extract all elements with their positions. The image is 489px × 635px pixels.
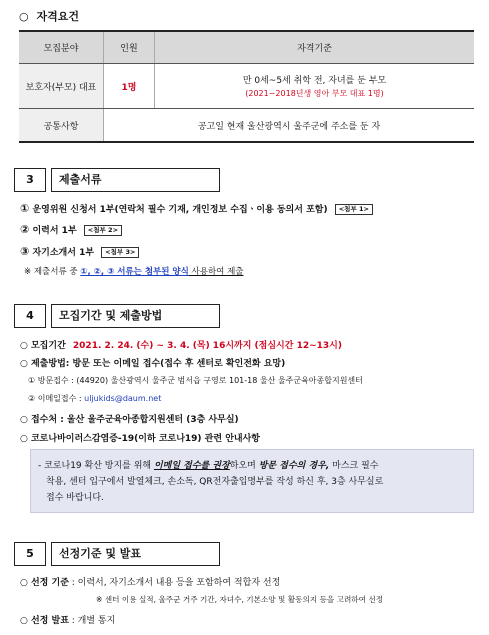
row-field: 보호자(부모) 대표 [19, 64, 104, 109]
row-criteria: 공고일 현재 울산광역시 울주군에 주소를 둔 자 [104, 109, 475, 143]
email-row [28, 393, 161, 404]
qual-title: 자격요건 [36, 10, 79, 23]
period-value: 2021. 2. 24. (수) ~ 3. 4. (목) 16시까지 (점심시간 12~13시) [72, 341, 342, 351]
note-suffix: 사용하여 제출 [188, 267, 244, 277]
criteria-value: : 이력서, 자기소개서 내용 등을 포함하여 적합자 선정 [68, 578, 281, 588]
covid-row: ○ 코로나바이러스감염증-19(이하 코로나19) 관련 안내사항 [20, 434, 260, 444]
table-row [19, 64, 474, 109]
row-field: 공통사항 [19, 109, 104, 143]
header-criteria: 자격기준 [155, 31, 475, 64]
marker: ③ [20, 245, 30, 258]
email-link[interactable]: uljukids@daum.net [84, 394, 162, 403]
section3-number: 3 [14, 168, 46, 192]
qualification-table [19, 30, 474, 143]
announce-value: : 개별 통지 [68, 616, 116, 626]
section4-title: 모집기간 및 제출방법 [51, 304, 220, 328]
circle-bullet-icon: ○ [19, 10, 29, 23]
notice-text: - 코로나19 확산 방지를 위해 [38, 461, 154, 471]
notice-line2: 착용, 센터 입구에서 발열체크, 손소독, QR전자출입명부를 작성 하신 후, 3층 사무실로 [46, 477, 384, 487]
section3-title: 제출서류 [51, 168, 220, 192]
header-field: 모집분야 [19, 31, 104, 64]
email-label: ② 이메일접수 : [28, 394, 85, 403]
attachment-tag: <첨부 1> [335, 204, 373, 215]
item-text: 이력서 1부 [32, 226, 77, 236]
section5-title: 선정기준 및 발표 [51, 542, 220, 566]
announce-label: ○ 선정 발표 [20, 616, 69, 626]
list-item [20, 223, 122, 236]
criteria-row [20, 575, 280, 588]
row-criteria [155, 64, 475, 109]
period-label: ○ 모집기간 [20, 341, 66, 351]
notice-text: 하오며 [229, 461, 259, 471]
notice-emphasis: 이메일 접수를 권장 [153, 461, 230, 471]
criteria-line1: 만 0세~5세 취학 전, 자녀를 둔 부모 [242, 76, 387, 86]
notice-emphasis: 방문 접수의 경우, [258, 461, 330, 471]
announce-row [20, 613, 115, 626]
marker: ① [20, 202, 30, 215]
notice-text: 마스크 필수 [329, 461, 379, 471]
list-item [20, 202, 373, 215]
criteria-label: ○ 선정 기준 [20, 578, 69, 588]
qual-heading [19, 8, 79, 24]
section5-number: 5 [14, 542, 46, 566]
header-count: 인원 [104, 31, 155, 64]
office-row: ○ 접수처 : 울산 울주군육아종합지원센터 (3층 사무실) [20, 415, 239, 425]
table-header-row [19, 31, 474, 64]
attachment-tag: <첨부 3> [101, 247, 139, 258]
section3-note [24, 265, 244, 277]
note-prefix: ※ 제출서류 중 [24, 267, 81, 277]
item-text: 운영위원 신청서 1부(연락처 필수 기재, 개인정보 수집ㆍ이용 동의서 포함) [32, 205, 328, 215]
notice-line1 [38, 458, 378, 471]
marker: ② [20, 223, 30, 236]
notice-line3: 접수 바랍니다. [46, 493, 104, 503]
method-row: ○ 제출방법: 방문 또는 이메일 접수(접수 후 센터로 확인전화 요망) [20, 359, 286, 369]
item-text: 자기소개서 1부 [32, 248, 95, 258]
visit-row: ① 방문접수 : (44920) 울산광역시 울주군 범서읍 구영로 101-18 울산 울주군육아종합지원센터 [28, 376, 363, 385]
attachment-tag: <첨부 2> [84, 225, 122, 236]
table-row [19, 109, 474, 143]
note-highlight: ①, ②, ③ 서류는 첨부된 양식 [80, 267, 189, 277]
criteria-line2: (2021~2018년생 영아 부모 대표 1명) [245, 89, 384, 98]
section4-number: 4 [14, 304, 46, 328]
criteria-note: ※ 센터 이용 실적, 울주군 거주 기간, 자녀수, 기본소양 및 활동의지 등을 고려하여 선정 [96, 595, 384, 604]
period-row [20, 338, 342, 351]
list-item [20, 245, 139, 258]
row-count: 1명 [104, 64, 155, 109]
